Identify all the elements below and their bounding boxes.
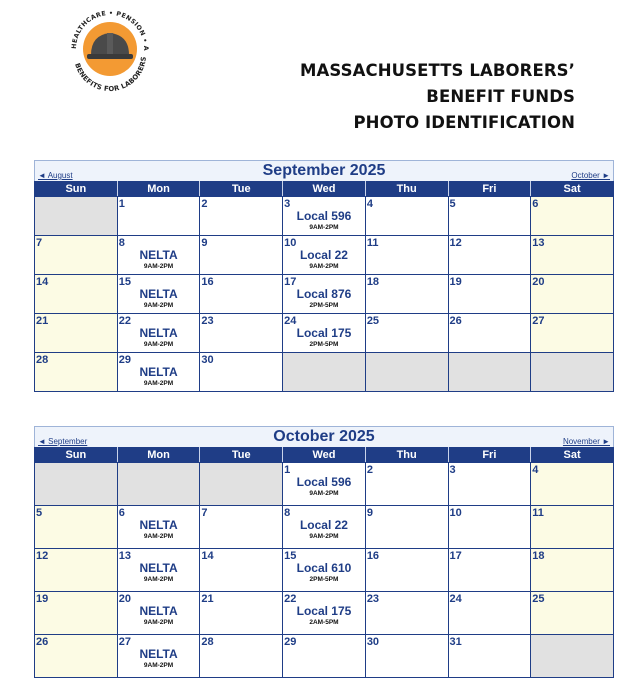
event-time: 9AM-2PM <box>309 533 339 540</box>
day-cell[interactable] <box>365 275 448 314</box>
day-cell[interactable] <box>117 197 200 236</box>
day-cell[interactable] <box>365 236 448 275</box>
day-cell[interactable] <box>365 463 448 506</box>
day-number: 13 <box>532 237 545 249</box>
event-time: 2PM-5PM <box>309 576 339 583</box>
day-cell[interactable] <box>448 463 531 506</box>
week-row <box>35 314 614 353</box>
day-number: 8 <box>118 237 125 249</box>
weekday-header: Wed <box>283 182 366 197</box>
day-number: 13 <box>118 550 131 562</box>
week-row <box>35 592 614 635</box>
week-row <box>35 463 614 506</box>
day-number: 4 <box>366 198 373 210</box>
calendar-october <box>34 426 614 678</box>
day-cell[interactable] <box>200 592 283 635</box>
day-cell[interactable] <box>448 635 531 678</box>
day-cell[interactable] <box>200 197 283 236</box>
day-cell[interactable] <box>200 635 283 678</box>
day-number: 28 <box>36 354 49 366</box>
event-time: 9AM-2PM <box>143 263 174 270</box>
day-cell[interactable] <box>200 275 283 314</box>
day-number: 18 <box>366 276 380 288</box>
day-cell[interactable] <box>200 549 283 592</box>
day-number: 9 <box>366 507 373 519</box>
empty-day-cell <box>35 197 118 236</box>
day-number: 30 <box>366 636 380 648</box>
day-number: 22 <box>118 315 131 327</box>
logo-ring-text: HEALTHCARE • PENSION • A <box>70 9 150 52</box>
day-number: 6 <box>532 198 539 210</box>
day-cell[interactable] <box>283 635 366 678</box>
day-number: 6 <box>118 507 125 519</box>
event-time: 9AM-2PM <box>143 302 174 309</box>
prev-month-link[interactable]: ◄ September <box>38 437 88 446</box>
day-number: 11 <box>532 507 544 519</box>
day-cell[interactable] <box>531 275 614 314</box>
day-number: 27 <box>118 636 131 648</box>
calendar-title: October 2025 <box>273 428 375 445</box>
day-number: 3 <box>449 464 456 476</box>
event-title[interactable]: NELTA <box>139 287 178 301</box>
week-row <box>35 197 614 236</box>
day-cell[interactable] <box>365 635 448 678</box>
day-number: 2 <box>366 464 373 476</box>
empty-day-cell <box>35 463 118 506</box>
weekday-header: Fri <box>448 182 531 197</box>
event-time: 9AM-2PM <box>143 341 174 348</box>
week-row <box>35 506 614 549</box>
day-cell[interactable] <box>283 275 366 314</box>
day-number: 20 <box>532 276 545 288</box>
weekday-header: Thu <box>365 448 448 463</box>
day-cell[interactable] <box>35 506 118 549</box>
day-number: 25 <box>532 593 545 605</box>
day-number: 1 <box>118 198 125 210</box>
day-cell[interactable] <box>531 197 614 236</box>
day-cell[interactable] <box>200 353 283 392</box>
day-number: 16 <box>201 276 214 288</box>
event-title[interactable]: NELTA <box>139 647 178 661</box>
empty-day-cell <box>117 463 200 506</box>
day-cell[interactable] <box>531 506 614 549</box>
event-title[interactable]: Local 22 <box>299 518 348 532</box>
weekday-header: Sun <box>35 182 118 197</box>
event-time: 9AM-2PM <box>309 263 339 270</box>
day-cell[interactable] <box>365 549 448 592</box>
calendar-grid <box>34 447 614 678</box>
day-cell[interactable] <box>35 314 118 353</box>
event-time: 9AM-2PM <box>309 490 339 497</box>
empty-day-cell <box>283 353 366 392</box>
calendar-title: September 2025 <box>262 162 386 179</box>
day-number: 2 <box>201 198 208 210</box>
day-cell[interactable] <box>448 236 531 275</box>
day-number: 23 <box>366 593 380 605</box>
next-month-link[interactable]: November ► <box>562 437 610 446</box>
header-line-1: MASSACHUSETTS LABORERS’ <box>300 61 575 80</box>
day-number: 7 <box>201 507 208 519</box>
event-time: 9AM-2PM <box>143 576 174 583</box>
empty-day-cell <box>200 463 283 506</box>
calendar-september <box>34 160 614 392</box>
day-number: 17 <box>284 276 297 288</box>
day-number: 12 <box>449 237 462 249</box>
day-number: 10 <box>284 237 297 249</box>
day-number: 31 <box>449 636 462 648</box>
day-cell[interactable] <box>531 236 614 275</box>
event-title[interactable]: Local 22 <box>299 248 348 262</box>
day-cell[interactable] <box>365 197 448 236</box>
weekday-header: Sun <box>35 448 118 463</box>
weekday-header: Sat <box>531 448 614 463</box>
day-cell[interactable] <box>365 314 448 353</box>
day-cell[interactable] <box>35 549 118 592</box>
day-number: 15 <box>284 550 297 562</box>
event-title[interactable]: Local 175 <box>296 326 352 340</box>
day-cell[interactable] <box>35 592 118 635</box>
day-cell[interactable] <box>283 314 366 353</box>
day-cell[interactable] <box>448 275 531 314</box>
day-number: 20 <box>118 593 131 605</box>
benefit-funds-logo <box>60 5 160 93</box>
day-number: 21 <box>36 315 49 327</box>
day-number: 24 <box>449 593 462 605</box>
event-time: 9AM-2PM <box>143 533 174 540</box>
day-cell[interactable] <box>283 463 366 506</box>
day-number: 25 <box>366 315 380 327</box>
day-number: 12 <box>36 550 49 562</box>
day-number: 18 <box>532 550 545 562</box>
day-number: 10 <box>449 507 462 519</box>
day-cell[interactable] <box>283 549 366 592</box>
logo-bottom-text: BENEFITS FOR LABORERS <box>73 56 149 93</box>
day-number: 26 <box>449 315 462 327</box>
day-cell[interactable] <box>35 353 118 392</box>
weekday-header: Thu <box>365 182 448 197</box>
day-number: 3 <box>284 198 291 210</box>
event-title[interactable]: NELTA <box>139 326 178 340</box>
event-time: 2AM-5PM <box>309 619 339 626</box>
week-row <box>35 549 614 592</box>
event-time: 9AM-2PM <box>143 619 174 626</box>
event-title[interactable]: NELTA <box>139 561 178 575</box>
weekday-header: Tue <box>200 182 283 197</box>
day-number: 27 <box>532 315 545 327</box>
day-number: 23 <box>201 315 214 327</box>
event-title[interactable]: Local 596 <box>296 209 352 223</box>
day-number: 7 <box>36 237 43 249</box>
event-time: 2PM-5PM <box>309 302 339 309</box>
week-row <box>35 353 614 392</box>
day-cell[interactable] <box>448 314 531 353</box>
day-number: 9 <box>201 237 208 249</box>
calendar-header <box>34 426 614 447</box>
day-number: 5 <box>36 507 43 519</box>
event-title[interactable]: Local 596 <box>296 475 352 489</box>
empty-day-cell <box>531 635 614 678</box>
prev-month-link[interactable]: ◄ August <box>38 171 73 180</box>
day-cell[interactable] <box>35 236 118 275</box>
day-cell[interactable] <box>531 592 614 635</box>
day-cell[interactable] <box>365 592 448 635</box>
event-time: 2PM-5PM <box>309 341 339 348</box>
day-cell[interactable] <box>117 635 200 678</box>
event-title[interactable]: Local 175 <box>296 604 352 618</box>
day-cell[interactable] <box>117 353 200 392</box>
weekday-header: Sat <box>531 182 614 197</box>
empty-day-cell <box>531 353 614 392</box>
day-cell[interactable] <box>117 314 200 353</box>
day-cell[interactable] <box>117 236 200 275</box>
day-number: 16 <box>366 550 380 562</box>
week-row <box>35 275 614 314</box>
day-cell[interactable] <box>283 197 366 236</box>
day-number: 28 <box>201 636 214 648</box>
day-cell[interactable] <box>117 506 200 549</box>
weekday-header: Wed <box>283 448 366 463</box>
day-cell[interactable] <box>200 236 283 275</box>
day-cell[interactable] <box>448 592 531 635</box>
weekday-header: Fri <box>448 448 531 463</box>
document-header <box>300 58 575 136</box>
day-cell[interactable] <box>448 197 531 236</box>
day-number: 15 <box>118 276 131 288</box>
weekday-header: Mon <box>117 448 200 463</box>
day-number: 14 <box>201 550 214 562</box>
event-title[interactable]: NELTA <box>139 248 178 262</box>
day-cell[interactable] <box>200 314 283 353</box>
header-line-2: BENEFIT FUNDS <box>426 87 575 106</box>
day-number: 8 <box>284 507 291 519</box>
empty-day-cell <box>448 353 531 392</box>
event-title[interactable]: NELTA <box>139 604 178 618</box>
day-cell[interactable] <box>365 506 448 549</box>
day-number: 29 <box>118 354 131 366</box>
day-cell[interactable] <box>283 506 366 549</box>
day-number: 30 <box>201 354 214 366</box>
empty-day-cell <box>365 353 448 392</box>
day-number: 29 <box>284 636 297 648</box>
event-title[interactable]: Local 876 <box>296 287 352 301</box>
day-cell[interactable] <box>35 635 118 678</box>
header-line-3: PHOTO IDENTIFICATION <box>353 113 575 132</box>
week-row <box>35 635 614 678</box>
calendar-header <box>34 160 614 181</box>
day-cell[interactable] <box>448 549 531 592</box>
day-number: 4 <box>532 464 539 476</box>
event-title[interactable]: NELTA <box>139 365 178 379</box>
day-number: 1 <box>284 464 291 476</box>
day-cell[interactable] <box>531 463 614 506</box>
day-cell[interactable] <box>531 314 614 353</box>
weekday-header: Tue <box>200 448 283 463</box>
day-cell[interactable] <box>283 236 366 275</box>
event-title[interactable]: NELTA <box>139 518 178 532</box>
day-number: 14 <box>36 276 49 288</box>
day-number: 5 <box>449 198 456 210</box>
day-number: 17 <box>449 550 462 562</box>
week-row <box>35 236 614 275</box>
day-number: 26 <box>36 636 49 648</box>
day-cell[interactable] <box>117 275 200 314</box>
day-number: 11 <box>366 237 379 249</box>
day-number: 19 <box>449 276 462 288</box>
day-cell[interactable] <box>117 549 200 592</box>
day-cell[interactable] <box>200 506 283 549</box>
event-title[interactable]: Local 610 <box>296 561 352 575</box>
day-cell[interactable] <box>35 275 118 314</box>
day-cell[interactable] <box>448 506 531 549</box>
day-number: 22 <box>284 593 297 605</box>
next-month-link[interactable]: October ► <box>571 171 610 180</box>
day-number: 24 <box>284 315 297 327</box>
calendar-grid <box>34 181 614 392</box>
day-cell[interactable] <box>283 592 366 635</box>
day-number: 21 <box>201 593 214 605</box>
event-time: 9AM-2PM <box>143 662 174 669</box>
day-number: 19 <box>36 593 49 605</box>
day-cell[interactable] <box>117 592 200 635</box>
day-cell[interactable] <box>531 549 614 592</box>
weekday-header: Mon <box>117 182 200 197</box>
event-time: 9AM-2PM <box>309 224 339 231</box>
logo-graphic <box>60 5 160 93</box>
event-time: 9AM-2PM <box>143 380 174 387</box>
